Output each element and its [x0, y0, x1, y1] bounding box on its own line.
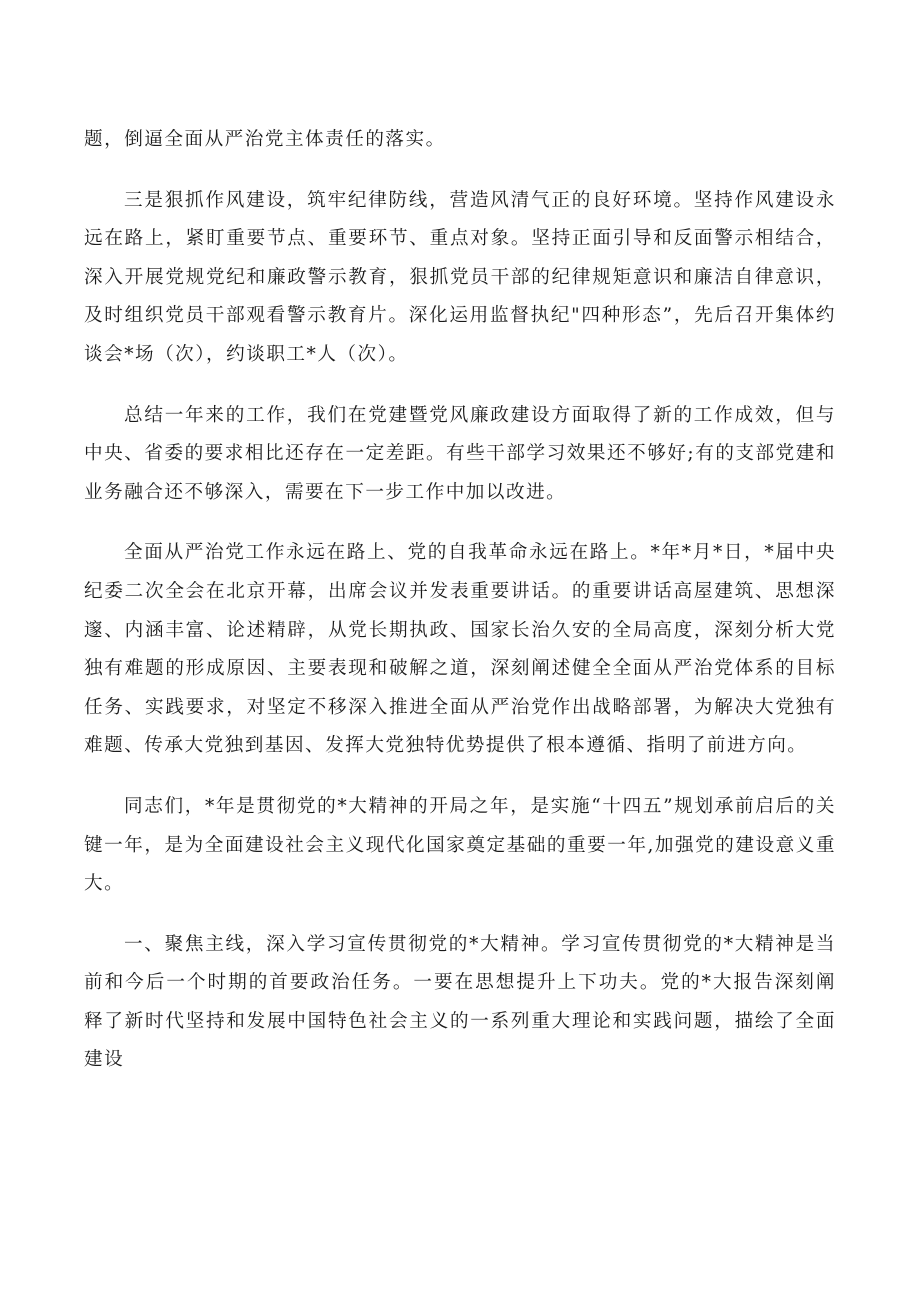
- paragraph-3: 总结一年来的工作，我们在党建暨党风廉政建设方面取得了新的工作成效，但与中央、省委的要求相比还存在一定差距。有些干部学习效果还不够好;有的支部党建和业务融合还不够深入，需要在下一步工作中加以改进。: [84, 404, 836, 503]
- paragraph-6: 一、聚焦主线，深入学习宣传贯彻党的*大精神。学习宣传贯彻党的*大精神是当前和今后一个时期的首要政治任务。一要在思想提升上下功夫。党的*大报告深刻阐释了新时代坚持和发展中国特色社会主义的一系列重大理论和实践问题，描绘了全面建设: [84, 933, 836, 1071]
- paragraph-4: 全面从严治党工作永远在路上、党的自我革命永远在路上。*年*月*日，*届中央纪委二次全会在北京开幕，出席会议并发表重要讲话。的重要讲话高屋建筑、思想深邃、内涵丰富、论述精辟，从党长期执政、国家长治久安的全局高度，深刻分析大党独有难题的形成原因、主要表现和破解之道，深刻阐述健全全面从严治党体系的目标任务、实践要求，对坚定不移深入推进全面从严治党作出战略部署，为解决大党独有难题、传承大党独到基因、发挥大党独特优势提供了根本遵循、指明了前进方向。: [84, 542, 836, 757]
- paragraph-5: 同志们，*年是贯彻党的*大精神的开局之年，是实施“十四五”规划承前启后的关键一年，是为全面建设社会主义现代化国家奠定基础的重要一年,加强党的建设意义重大。: [84, 795, 836, 895]
- paragraph-2: 三是狠抓作风建设，筑牢纪律防线，营造风清气正的良好环境。坚持作风建设永远在路上，紧盯重要节点、重要环节、重点对象。坚持正面引导和反面警示相结合，深入开展党规党纪和廉政警示教育，狠抓党员干部的纪律规矩意识和廉洁自律意识，及时组织党员干部观看警示教育片。深化运用监督执纪"四种形态”，先后召开集体约谈会*场（次），约谈职工*人（次）。: [84, 189, 836, 365]
- document-body: [84, 121, 836, 1102]
- paragraph-1: 题，倒逼全面从严治党主体责任的落实。: [84, 129, 446, 150]
